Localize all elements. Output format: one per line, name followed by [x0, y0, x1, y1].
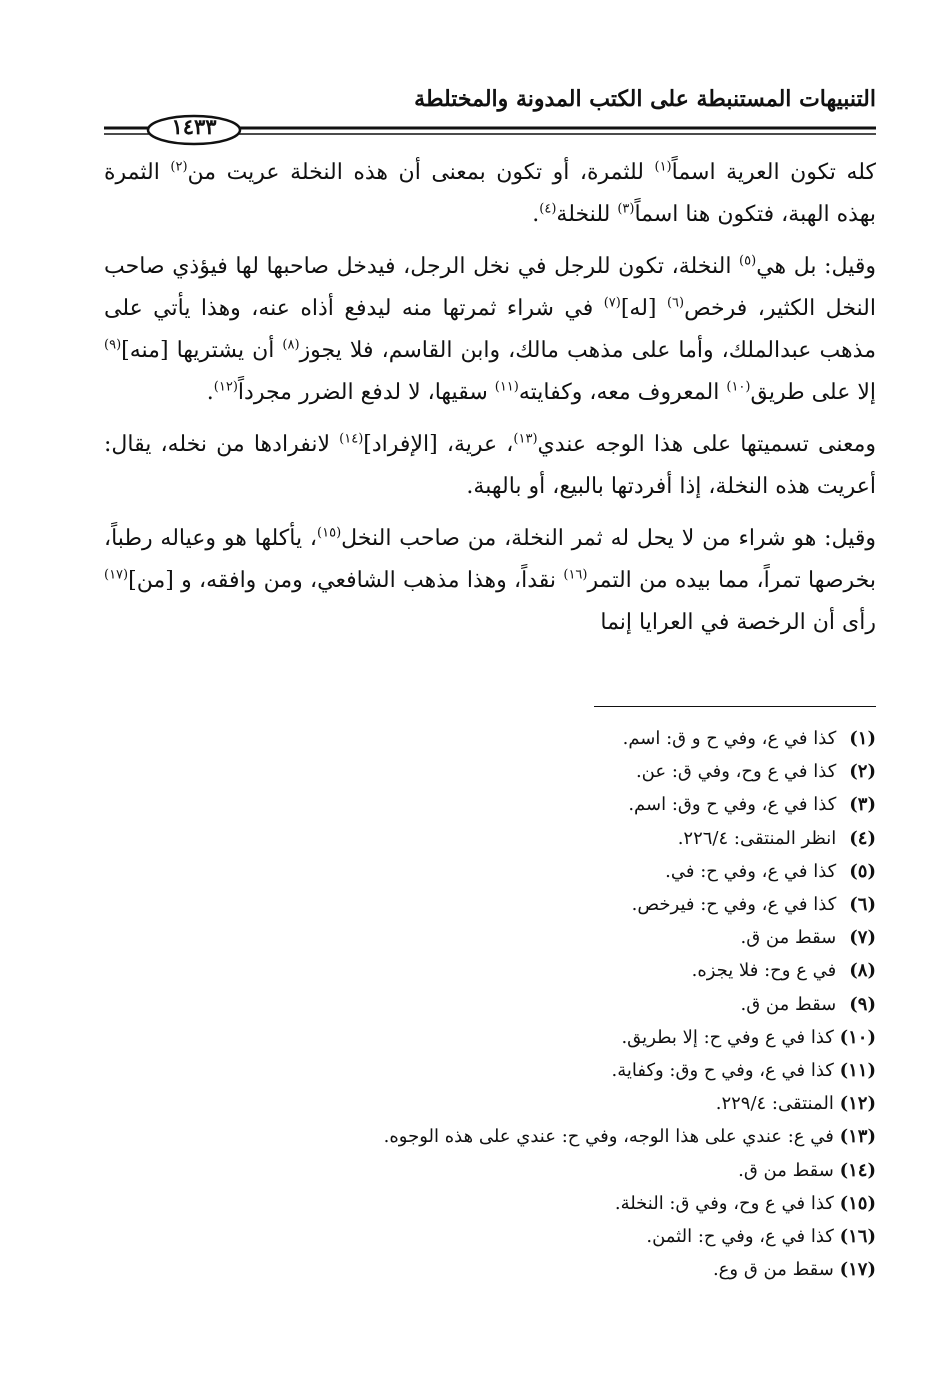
text-run: [له]: [620, 296, 667, 321]
footnote-text: كذا في ع وفي ح: إلا بطريق.: [621, 1026, 834, 1048]
text-run: في شراء ثمرتها منه ليدفع أذاه عنه، وهذا يأتي على مذهب عبدالملك، وأما على مذهب مالك، وابن القاسم، فلا يجوز: [104, 296, 876, 363]
text-run: المعروف معه، وكفايته: [518, 380, 727, 405]
paragraph-4: [104, 518, 876, 644]
footnote-number: (٩): [849, 993, 876, 1015]
text-run: ، يأكلها هو وعياله رطباً، بخرصها تمراً، مما بيده من التمر: [104, 526, 876, 593]
footnote-text: سقط من ق.: [740, 927, 837, 949]
text-run: للثمرة، أو تكون بمعنى أن هذه النخلة عريت من: [187, 160, 655, 185]
footnote: [276, 1253, 876, 1286]
footnote: [276, 921, 876, 954]
footnote-number: (٧): [849, 927, 876, 949]
footnote-number: (٨): [849, 960, 876, 982]
text-run: أن يشتريها [منه]: [121, 338, 283, 363]
footnote-number: (٣): [849, 794, 876, 816]
footnote-number: (١٠): [839, 1026, 876, 1048]
footnote-ref: (٣): [617, 201, 635, 217]
footnote-ref: (١٣): [513, 431, 538, 447]
text-run: للنخلة: [556, 202, 618, 227]
footnotes: [276, 722, 876, 1286]
footnote: [276, 722, 876, 755]
footnote-number: (١): [849, 728, 876, 749]
footnote: [276, 1021, 876, 1054]
footnote-text: كذا في ع وح، وفي ق: عن.: [635, 761, 837, 783]
text-run: ، عرية، [الإفراد]: [363, 432, 514, 457]
text-run: سقيها، لا لدفع الضرر مجرداً: [237, 380, 495, 405]
text-run: نقداً، وهذا مذهب الشافعي، ومن وافقه، و [من]: [128, 568, 564, 593]
footnote-separator: [594, 706, 876, 707]
footnote-ref: (١٤): [339, 431, 364, 447]
text-run: .: [532, 202, 540, 227]
footnote: [276, 1187, 876, 1220]
footnote-ref: (١٧): [104, 567, 129, 583]
text-run: ومعنى تسميتها على هذا الوجه عندي: [537, 432, 877, 457]
footnote-text: انظر المنتقى: ٢٢٦/٤.: [677, 827, 837, 849]
footnote-number: (١٥): [839, 1192, 876, 1214]
footnote-number: (١١): [839, 1060, 876, 1082]
text-run: وقيل: بل هي: [756, 254, 876, 279]
footnote-ref: (٨): [282, 337, 300, 353]
footnote-ref: (١٠): [726, 379, 751, 395]
footnote-number: (٤): [849, 827, 876, 849]
footnote-number: (١٧): [839, 1259, 876, 1281]
footnote-ref: (١٥): [317, 525, 342, 541]
footnote-ref: (١): [654, 159, 672, 175]
footnote-ref: (٤): [539, 201, 557, 217]
text-run: النخلة، تكون للرجل في نخل الرجل، فيدخل صاحبها لها فيؤذي صاحب النخل الكثير، فرخص: [104, 254, 876, 321]
footnote: [276, 954, 876, 987]
footnote-text: في ع: عندي على هذا الوجه، وفي ح: عندي على هذه الوجوه.: [383, 1126, 834, 1148]
footnote-text: في ع وح: فلا يجزه.: [691, 960, 837, 982]
footnote-number: (٥): [849, 860, 876, 882]
footnote-text: كذا في ع، وفي ح: الثمن.: [646, 1226, 834, 1248]
paragraph-1: [104, 152, 876, 236]
footnote-text: كذا في ع، وفي ح: في.: [665, 860, 837, 882]
footnote-ref: (٢): [170, 159, 188, 175]
text-run: الثمرة بهذه الهبة، فتكون هنا اسماً: [104, 160, 876, 227]
text-run: رأى أن الرخصة في العرايا إنما: [600, 610, 876, 635]
footnote: [276, 1154, 876, 1187]
footnote: [276, 1220, 876, 1253]
page-number: ١٤٣٣: [171, 114, 217, 139]
text-run: وقيل: هو شراء من لا يحل له ثمر النخلة، من صاحب النخل: [341, 526, 876, 551]
footnote-text: كذا في ع، وفي ح: فيرخص.: [631, 894, 837, 916]
footnote-number: (١٦): [839, 1226, 876, 1248]
footnote: [276, 1087, 876, 1120]
footnote-ref: (٧): [603, 295, 621, 311]
footnote-ref: (٥): [739, 253, 757, 269]
footnote-ref: (١١): [494, 379, 519, 395]
footnote-ref: (٦): [666, 295, 685, 311]
footnote-text: كذا في ع، وفي ح وق: اسم.: [628, 794, 837, 816]
footnote-number: (٦): [849, 894, 876, 916]
footnote: [276, 822, 876, 855]
text-run: إلا على طريق: [750, 380, 876, 405]
text-run: لانفرادها من نخله، يقال: أعريت هذه النخلة، إذا أفردتها بالبيع، أو بالهبة.: [104, 432, 876, 499]
footnote-number: (٢): [849, 761, 876, 783]
footnote: [276, 1120, 876, 1153]
main-text: [104, 152, 876, 654]
footnote: [276, 855, 876, 888]
footnote-ref: (٩): [104, 337, 122, 353]
running-title: التنبيهات المستنبطة على الكتب المدونة والمختلطة: [414, 86, 876, 112]
footnote-text: سقط من ق.: [740, 993, 837, 1015]
footnote-ref: (١٢): [213, 379, 238, 395]
footnote-text: كذا في ع، وفي ح وق: وكفاية.: [611, 1060, 834, 1082]
footnote-number: (١٢): [839, 1093, 876, 1115]
footnote-text: كذا في ع، وفي ح و ق: اسم.: [622, 728, 837, 749]
footnote-number: (١٣): [839, 1126, 876, 1148]
footnote: [276, 988, 876, 1021]
footnote: [276, 888, 876, 921]
text-run: .: [206, 380, 214, 405]
paragraph-3: [104, 424, 876, 508]
text-run: كله تكون العرية اسماً: [671, 160, 876, 185]
footnote-number: (١٤): [839, 1159, 876, 1181]
footnote-text: سقط من ق وع.: [712, 1259, 834, 1281]
footnote: [276, 755, 876, 788]
footnote: [276, 1054, 876, 1087]
footnote-ref: (١٦): [563, 567, 588, 583]
footnote: [276, 788, 876, 821]
paragraph-2: [104, 246, 876, 414]
footnote-text: المنتقى: ٢٢٩/٤.: [715, 1093, 834, 1115]
footnote-text: سقط من ق.: [738, 1159, 834, 1181]
footnote-text: كذا في ع وح، وفي ق: النخلة.: [614, 1192, 834, 1214]
